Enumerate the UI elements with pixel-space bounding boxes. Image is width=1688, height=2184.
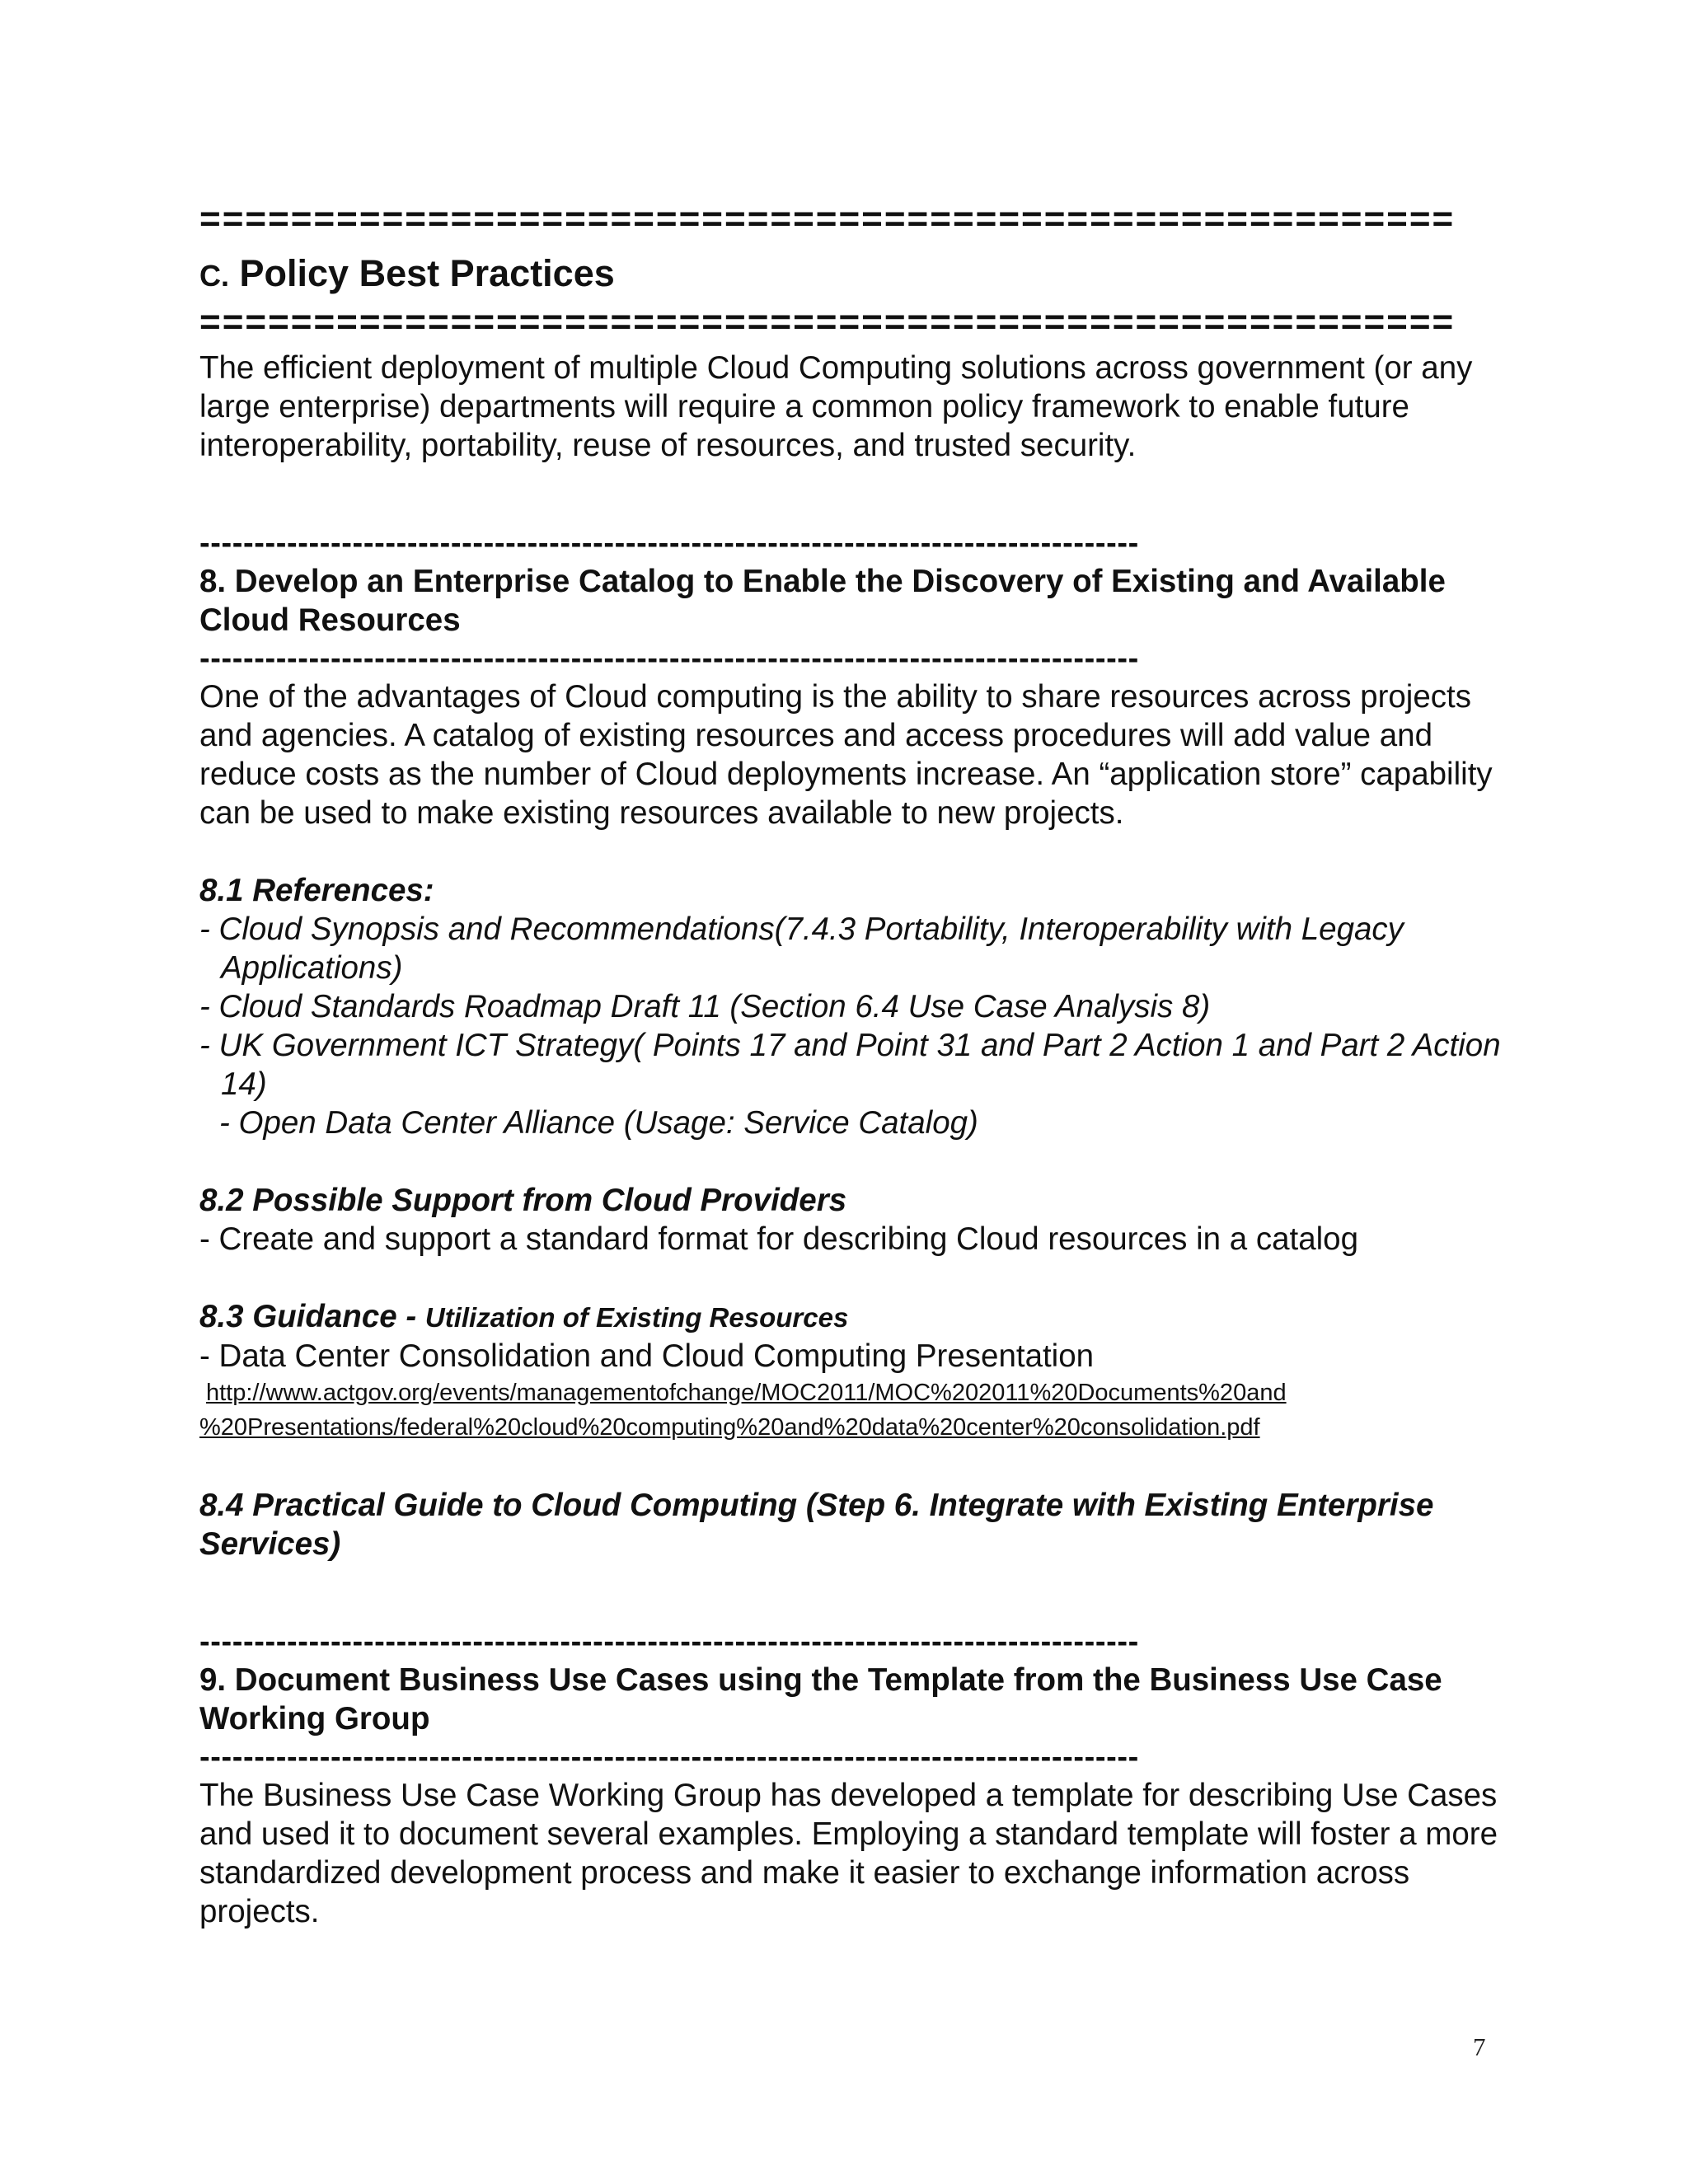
item8-title: 8. Develop an Enterprise Catalog to Enable the Discovery of Existing and Available Cloud Resources [199,564,1446,638]
guidance-heading-label: 8.3 Guidance - [199,1299,425,1334]
guidance-link-line1[interactable]: http://www.actgov.org/events/managementofchange/MOC2011/MOC%202011%20Documents%20and [206,1380,1287,1406]
dash-separator-8-top: -------------------------------------------------------------------------------------- [199,526,1139,560]
reference-item: - Cloud Synopsis and Recommendations(7.4.3 Portability, Interoperability with Legacy Applications) [199,912,1404,986]
section-title [199,249,1502,301]
item9-body: The Business Use Case Working Group has developed a template for describing Use Cases and used it to document several examples. Employing a standard template will foster a more standardized development process and make it easier to exchange information across projects. [199,1778,1498,1929]
dash-separator-9-bottom: -------------------------------------------------------------------------------------- [199,1740,1139,1774]
section-title-text: Policy Best Practices [239,252,615,294]
double-separator-bottom: ======================================================= [199,302,1456,342]
guidance-item: - Data Center Consolidation and Cloud Computing Presentation [199,1338,1095,1374]
support-heading: 8.2 Possible Support from Cloud Providers [199,1183,847,1218]
reference-item: - Open Data Center Alliance (Usage: Service Catalog) [219,1105,978,1141]
item8-body: One of the advantages of Cloud computing is the ability to share resources across projects and agencies. A catalog of existing resources and access procedures will add value and reduce costs as the number of Cloud deployments increase. An “application store” capability can be used to make existing resources available to new projects. [199,679,1493,831]
support-item: - Create and support a standard format for describing Cloud resources in a catalog [199,1221,1359,1257]
reference-item: - UK Government ICT Strategy( Points 17 and Point 31 and Part 2 Action 1 and Part 2 Action 14) [199,1028,1501,1102]
dash-separator-8-bottom: -------------------------------------------------------------------------------------- [199,641,1139,676]
reference-item: - Cloud Standards Roadmap Draft 11 (Section 6.4 Use Case Analysis 8) [199,989,1211,1024]
section-intro: The efficient deployment of multiple Cloud Computing solutions across government (or any large enterprise) departments will require a common policy framework to enable future interoperability, portability, reuse of resources, and trusted security. [199,350,1473,463]
practical-guide-heading: 8.4 Practical Guide to Cloud Computing (Step 6. Integrate with Existing Enterprise Services) [199,1488,1434,1562]
references-heading: 8.1 References: [199,873,434,908]
document-page [199,198,1502,1931]
section-letter: C. [199,259,229,293]
guidance-link-line2[interactable]: %20Presentations/federal%20cloud%20computing%20and%20data%20center%20consolidation.pdf [199,1414,1260,1441]
page-number: 7 [1473,2032,1486,2061]
dash-separator-9-top: -------------------------------------------------------------------------------------- [199,1624,1139,1659]
guidance-subtitle: Utilization of Existing Resources [424,1302,849,1333]
double-separator-top: ======================================================= [199,199,1456,239]
item9-title: 9. Document Business Use Cases using the Template from the Business Use Case Working Group [199,1662,1442,1736]
guidance-heading [199,1297,1502,1337]
